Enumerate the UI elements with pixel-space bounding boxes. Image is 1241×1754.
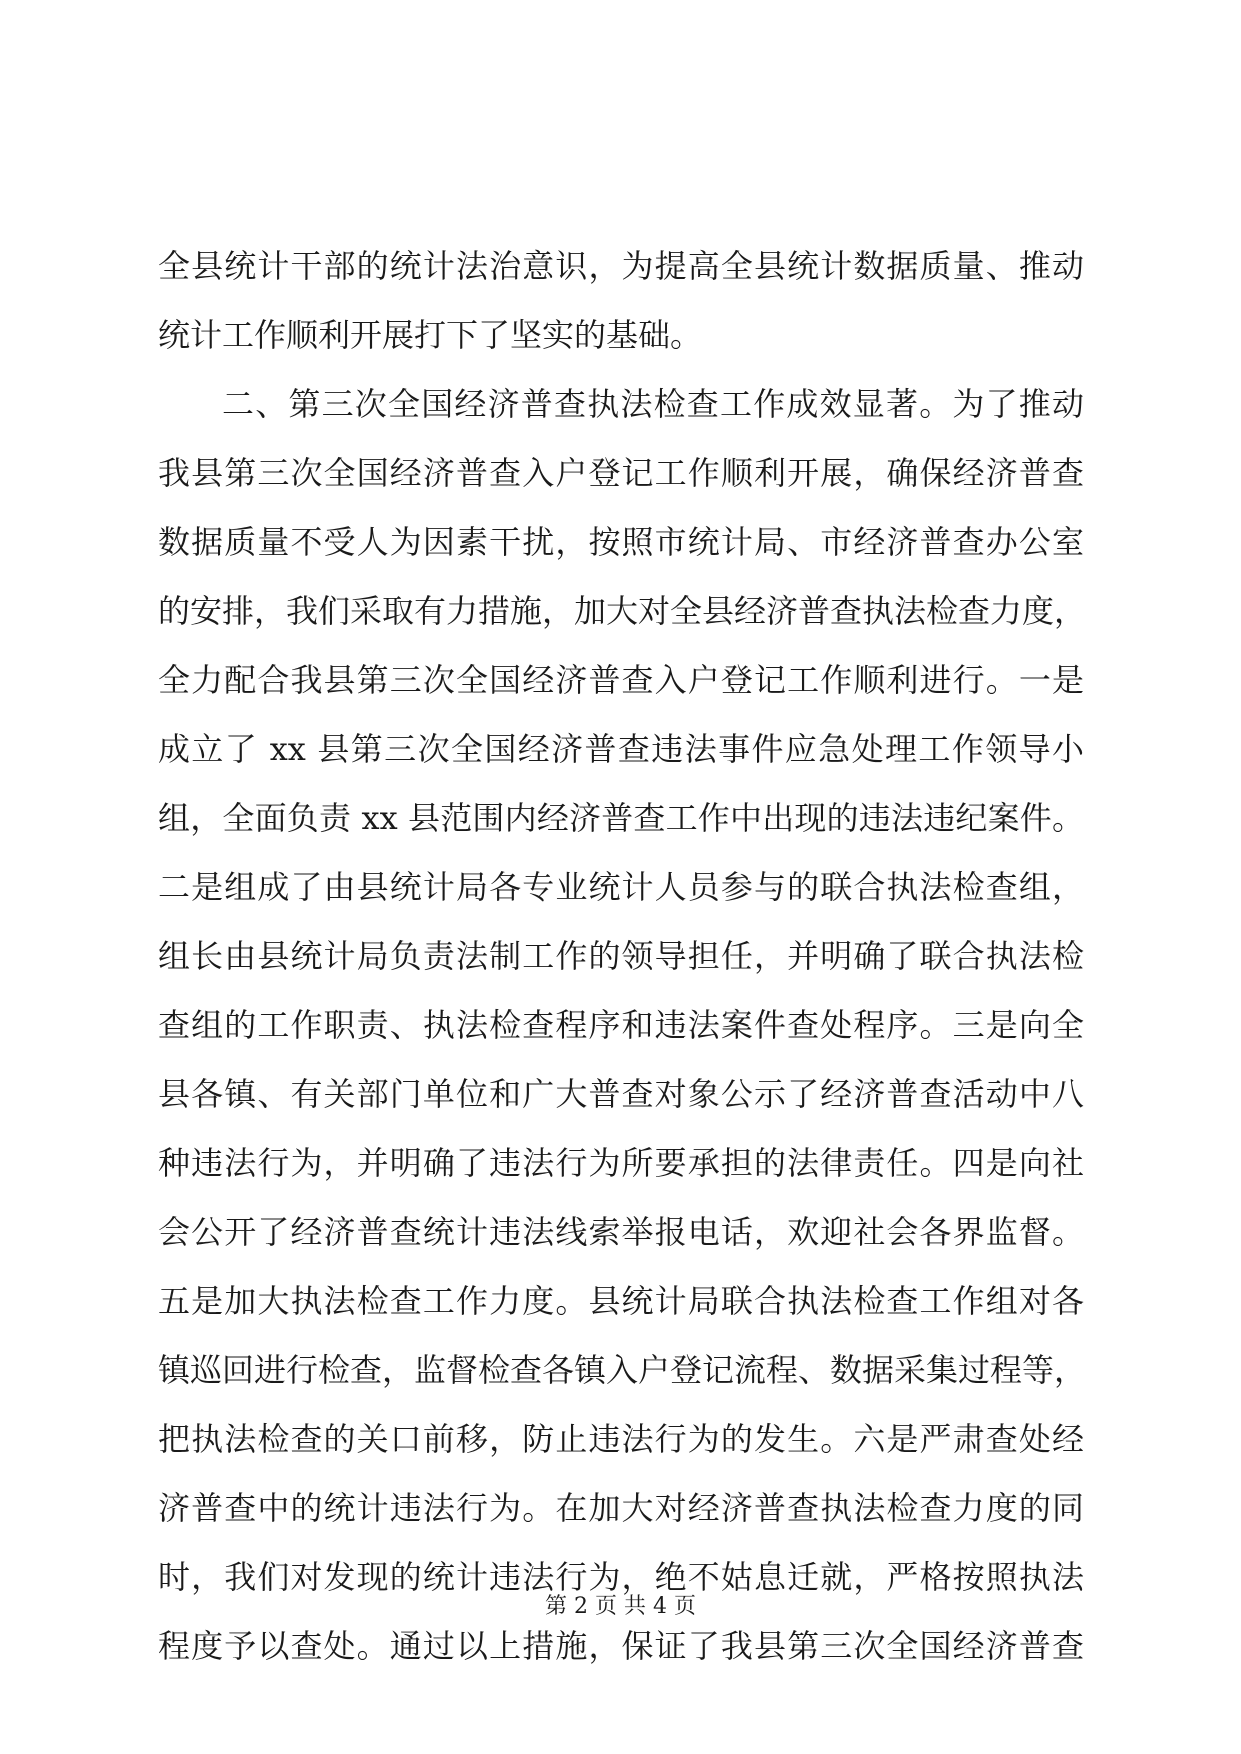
text-line: 组长由县统计局负责法制工作的领导担任，并明确了联合执法检 <box>158 937 1084 975</box>
text-line: 全县统计干部的统计法治意识，为提高全县统计数据质量、推动 <box>158 247 1084 285</box>
text-line: 我县第三次全国经济普查入户登记工作顺利开展，确保经济普查 <box>158 454 1084 492</box>
text-line: 组，全面负责 xx 县范围内经济普查工作中出现的违法违纪案件。 <box>158 799 1084 837</box>
text-line: 二是组成了由县统计局各专业统计人员参与的联合执法检查组， <box>158 868 1084 906</box>
text-line: 成立了 xx 县第三次全国经济普查违法事件应急处理工作领导小 <box>158 730 1084 768</box>
page-number-footer: 第 2 页 共 4 页 <box>545 1594 696 1619</box>
text-line: 查组的工作职责、执法检查程序和违法案件查处程序。三是向全 <box>158 1006 1084 1044</box>
text-line: 数据质量不受人为因素干扰，按照市统计局、市经济普查办公室 <box>158 523 1084 561</box>
text-line: 统计工作顺利开展打下了坚实的基础。 <box>158 316 703 354</box>
text-line: 的安排，我们采取有力措施，加大对全县经济普查执法检查力度， <box>158 592 1087 630</box>
text-line: 全力配合我县第三次全国经济普查入户登记工作顺利进行。一是 <box>158 661 1084 699</box>
text-line: 把执法检查的关口前移，防止违法行为的发生。六是严肃查处经 <box>158 1420 1084 1458</box>
text-line: 二、第三次全国经济普查执法检查工作成效显著。为了推动 <box>222 385 1084 423</box>
text-line: 时，我们对发现的统计违法行为，绝不姑息迁就，严格按照执法 <box>158 1558 1084 1596</box>
text-line: 会公开了经济普查统计违法线索举报电话，欢迎社会各界监督。 <box>158 1213 1084 1251</box>
text-line: 程度予以查处。通过以上措施，保证了我县第三次全国经济普查 <box>158 1627 1084 1665</box>
text-line: 济普查中的统计违法行为。在加大对经济普查执法检查力度的同 <box>158 1489 1084 1527</box>
body-text <box>158 232 1087 1681</box>
text-line: 镇巡回进行检查，监督检查各镇入户登记流程、数据采集过程等， <box>158 1351 1087 1389</box>
text-line: 五是加大执法检查工作力度。县统计局联合执法检查工作组对各 <box>158 1282 1084 1320</box>
text-line: 种违法行为，并明确了违法行为所要承担的法律责任。四是向社 <box>158 1144 1084 1182</box>
text-line: 县各镇、有关部门单位和广大普查对象公示了经济普查活动中八 <box>158 1075 1084 1113</box>
